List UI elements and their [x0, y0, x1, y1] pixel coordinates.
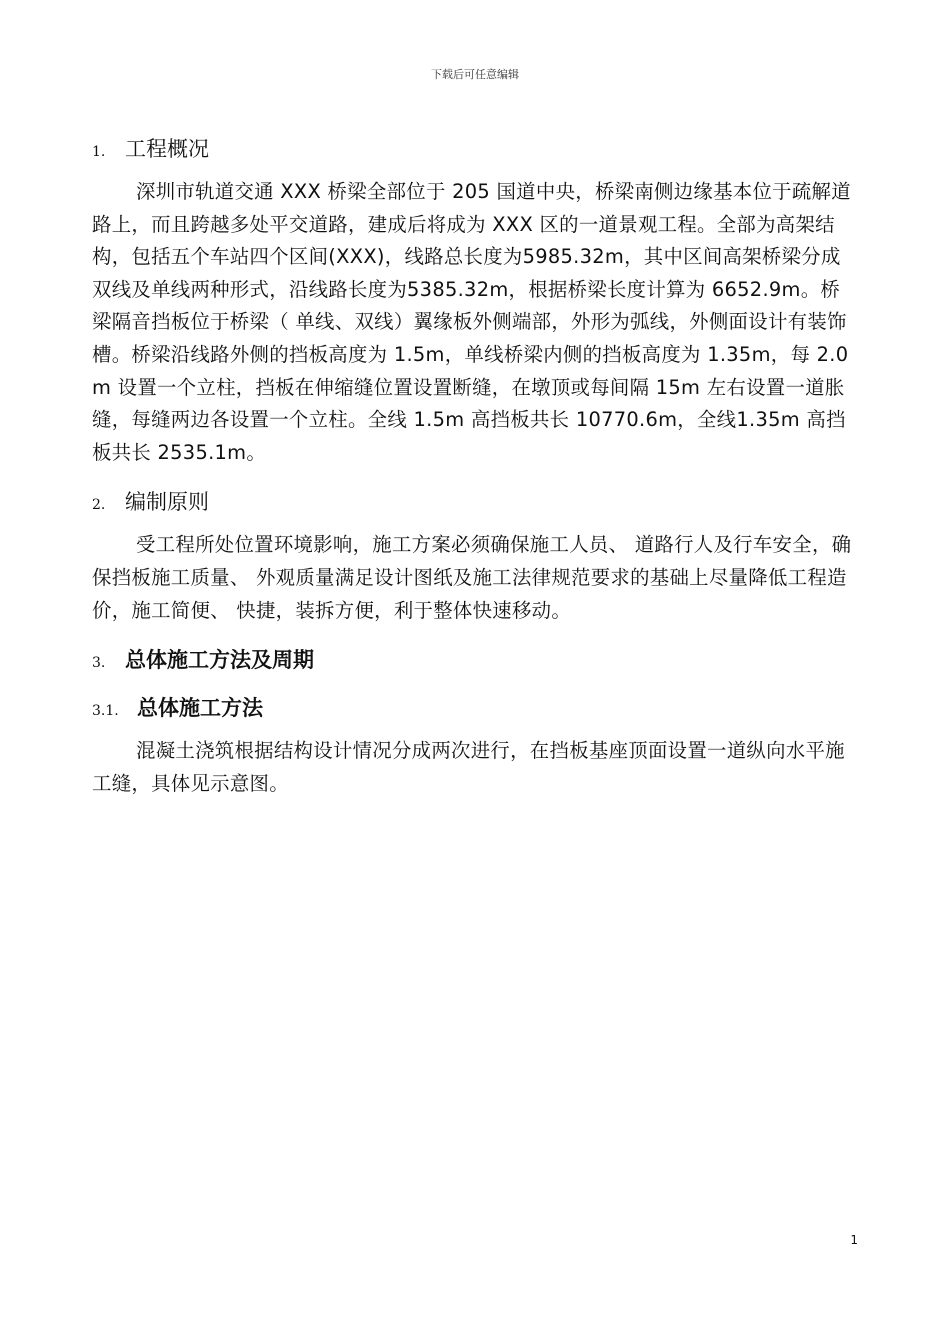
document-body — [92, 128, 856, 800]
section-heading-2 — [92, 481, 856, 523]
page-header-note: 下载后可任意编辑 — [431, 68, 519, 81]
section-number: 2. — [92, 497, 106, 514]
section-heading-3 — [92, 639, 856, 681]
section-title: 编制原则 — [125, 490, 209, 515]
section-heading-1 — [92, 128, 856, 170]
section-number: 1. — [92, 144, 106, 160]
section-number: 3. — [92, 655, 106, 672]
section-title: 工程概况 — [125, 137, 209, 161]
subsection-heading-3-1 — [92, 687, 856, 729]
section-title: 总体施工方法 — [137, 696, 263, 721]
section-title: 总体施工方法及周期 — [125, 648, 314, 673]
section-paragraph-1: 深圳市轨道交通 XXX 桥梁全部位于 205 国道中央，桥梁南侧边缘基本位于疏解道路上，而且跨越多处平交道路，建成后将成为 XXX 区的一道景观工程。全部为高架结构，包括五个车站四个区间(XXX)，线路总长度为5985.32m，其中区间高架桥梁分成双线及单线两种形式，沿线路长度为5385.32m，根据桥梁长度计算为 6652.9m。桥梁隔音挡板位于桥梁（ 单线、双线）翼缘板外侧端部，外形为弧线，外侧面设计有装饰槽。桥梁沿线路外侧的挡板高度为 1.5m，单线桥梁内侧的挡板高度为 1.35m，每 2.0m 设置一个立柱，挡板在伸缩缝位置设置断缝，在墩顶或每间隔 15m 左右设置一道胀缝，每缝两边各设置一个立柱。全线 1.5m 高挡板共长 10770.6m，全线1.35m 高挡板共长 2535.1m。 — [92, 180, 851, 464]
page-number: 1 — [850, 1233, 858, 1247]
section-paragraph-3-1: 混凝土浇筑根据结构设计情况分成两次进行，在挡板基座顶面设置一道纵向水平施工缝，具体见示意图。 — [92, 739, 845, 795]
section-number: 3.1. — [92, 703, 119, 720]
section-paragraph-2: 受工程所处位置环境影响，施工方案必须确保施工人员、 道路行人及行车安全，确保挡板施工质量、 外观质量满足设计图纸及施工法律规范要求的基础上尽量降低工程造价，施工简便、 快捷，装拆方便，利于整体快速移动。 — [92, 533, 852, 622]
